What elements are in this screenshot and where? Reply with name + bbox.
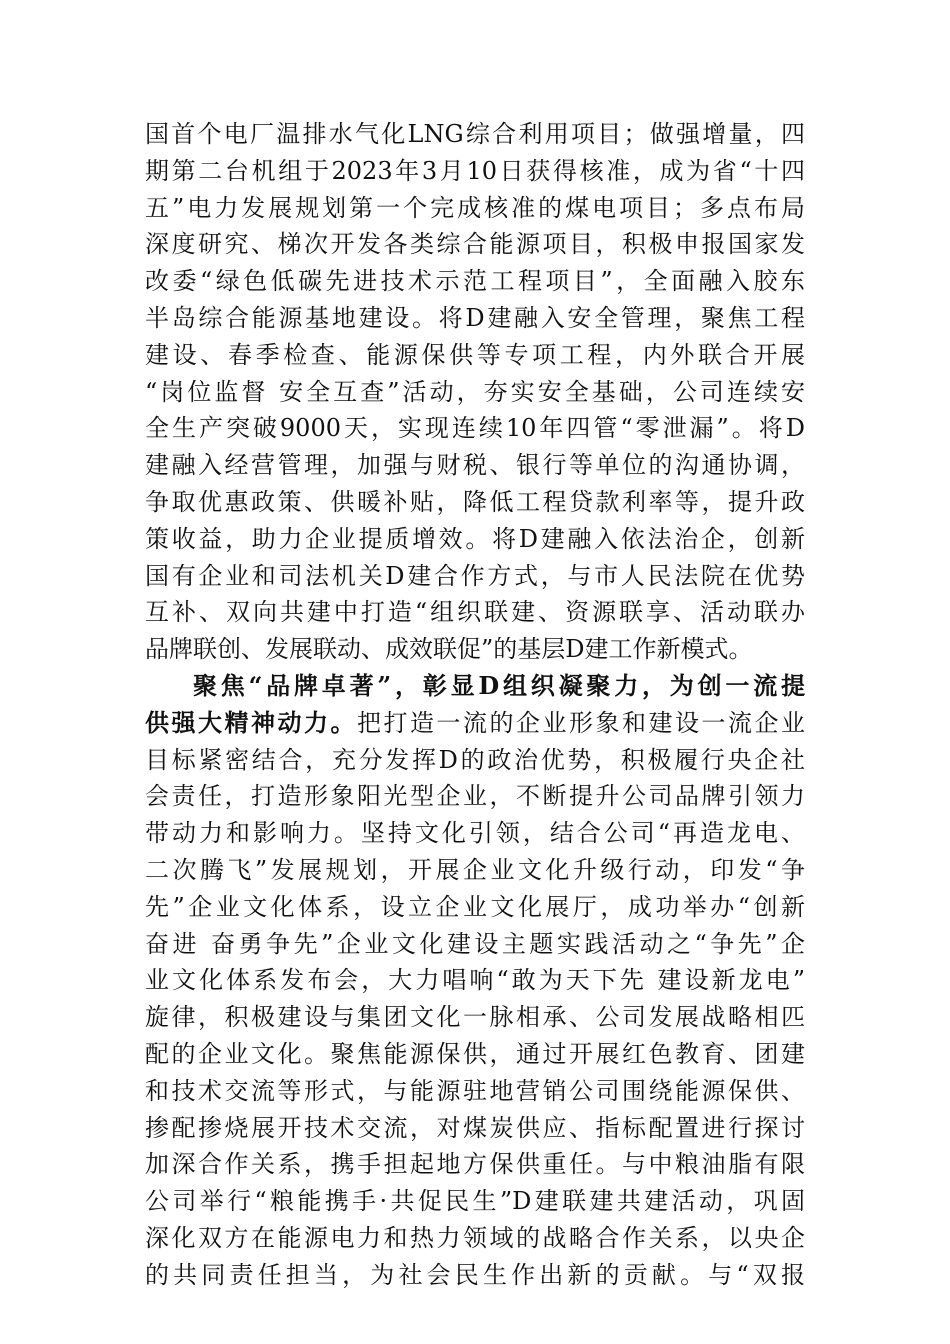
body-line: 全生产突破9000天，实现连续10年四管“零泄漏”。将D xyxy=(145,414,805,443)
body-line: 五”电力发展规划第一个完成核准的煤电项目；多点布局 xyxy=(145,193,805,222)
body-line: 业文化体系发布会，大力唱响“敢为天下先 建设新龙电” xyxy=(145,966,805,995)
body-line: “岗位监督 安全互查”活动，夯实安全基础，公司连续安 xyxy=(145,377,805,406)
body-line: 国有企业和司法机关D建合作方式，与市人民法院在优势 xyxy=(145,561,805,590)
body-line: 掺配掺烧展开技术交流，对煤炭供应、指标配置进行探讨 xyxy=(145,1113,805,1142)
body-line: 奋进 奋勇争先”企业文化建设主题实践活动之“争先”企 xyxy=(145,929,805,958)
body-line: 互补、双向共建中打造“组织联建、资源联享、活动联办 xyxy=(145,598,805,627)
body-line: 深度研究、梯次开发各类综合能源项目，积极申报国家发 xyxy=(145,230,805,259)
body-line: 带动力和影响力。坚持文化引领，结合公司“再造龙电、 xyxy=(145,819,805,848)
body-line: 建融入经营管理，加强与财税、银行等单位的沟通协调， xyxy=(145,451,805,480)
body-line: 深化双方在能源电力和热力领域的战略合作关系，以央企 xyxy=(145,1223,805,1252)
body-line: 品牌联创、发展联动、成效联促”的基层D建工作新模式。 xyxy=(145,635,753,664)
body-line: 会责任，打造形象阳光型企业，不断提升公司品牌引领力 xyxy=(145,782,805,811)
body-line: 二次腾飞”发展规划，开展企业文化升级行动，印发“争 xyxy=(145,855,805,884)
body-text: 把打造一流的企业形象和建设一流企业 xyxy=(357,708,805,737)
body-line: 改委“绿色低碳先进技术示范工程项目”，全面融入胶东 xyxy=(145,267,805,296)
body-line: 的共同责任担当，为社会民生作出新的贡献。与“双报 xyxy=(145,1260,805,1289)
body-line: 配的企业文化。聚焦能源保供，通过开展红色教育、团建 xyxy=(145,1039,805,1068)
document-page xyxy=(145,116,805,1294)
section-heading-continued xyxy=(145,705,805,742)
body-line: 策收益，助力企业提质增效。将D建融入依法治企，创新 xyxy=(145,524,805,553)
body-line: 公司举行“粮能携手·共促民生”D建联建共建活动，巩固 xyxy=(145,1187,805,1216)
section-heading-tail: 供强大精神动力。 xyxy=(145,707,357,737)
body-line: 目标紧密结合，充分发挥D的政治优势，积极履行央企社 xyxy=(145,745,805,774)
body-line: 和技术交流等形式，与能源驻地营销公司围绕能源保供、 xyxy=(145,1076,805,1105)
body-line: 争取优惠政策、供暖补贴，降低工程贷款利率等，提升政 xyxy=(145,487,805,516)
body-line: 建设、春季检查、能源保供等专项工程，内外联合开展 xyxy=(145,340,805,369)
body-line: 国首个电厂温排水气化LNG综合利用项目；做强增量，四 xyxy=(145,120,805,148)
body-line: 半岛综合能源基地建设。将D建融入安全管理，聚焦工程 xyxy=(145,303,805,332)
body-line: 加深合作关系，携手担起地方保供重任。与中粮油脂有限 xyxy=(145,1150,805,1179)
body-line: 期第二台机组于2023年3月10日获得核准，成为省“十四 xyxy=(145,156,805,185)
section-heading: 聚焦“品牌卓著”，彰显D组织凝聚力，为创一流提 xyxy=(193,670,805,700)
body-line: 先”企业文化体系，设立企业文化展厅，成功举办“创新 xyxy=(145,892,805,921)
body-line: 旋律，积极建设与集团文化一脉相承、公司发展战略相匹 xyxy=(145,1003,805,1032)
